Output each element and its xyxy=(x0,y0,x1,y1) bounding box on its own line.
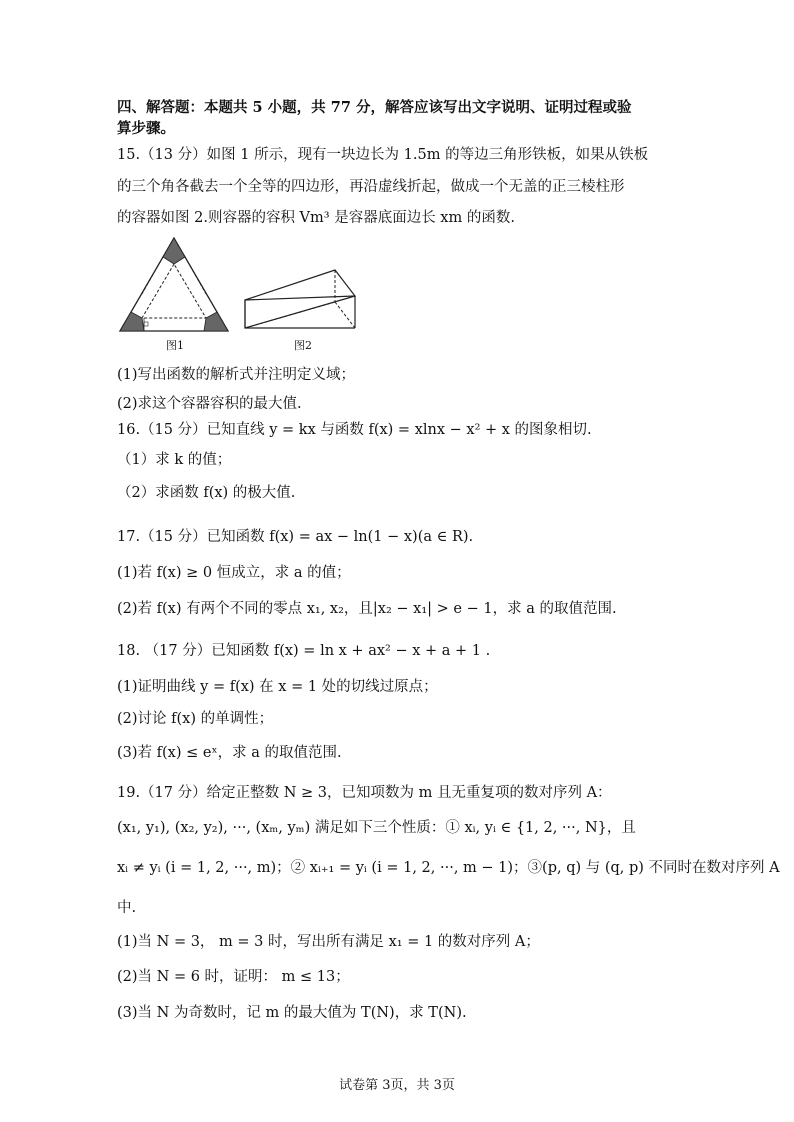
q16-stem: 16.（15 分）已知直线 y = kx 与函数 f(x) = xlnx − x² + x 的图象相切. xyxy=(117,422,592,438)
q15-stem-line1: 15.（13 分）如图 1 所示，现有一块边长为 1.5m 的等边三角形铁板，如果从铁板 xyxy=(117,147,649,163)
q19-part2: (2)当 N = 6 时，证明： m ≤ 13； xyxy=(117,969,350,985)
figure-1-caption: 图1 xyxy=(166,339,184,352)
q15-part2: (2)求这个容器容积的最大值. xyxy=(117,396,302,412)
section-header-line1: 四、解答题：本题共 5 小题，共 77 分，解答应该写出文字说明、证明过程或验 xyxy=(117,99,632,116)
q15-part1: (1)写出函数的解析式并注明定义域； xyxy=(117,367,356,383)
figure-1-triangle xyxy=(118,236,230,334)
q19-stem-line4: 中. xyxy=(117,900,137,916)
q16-part1: （1）求 k 的值； xyxy=(117,452,232,468)
q18-part2: (2)讨论 f(x) 的单调性； xyxy=(117,711,274,727)
q15-stem-line3: 的容器如图 2.则容器的容积 Vm³ 是容器底面边长 xm 的函数. xyxy=(117,210,515,226)
q19-stem-line1: 19.（17 分）给定正整数 N ≥ 3，已知项数为 m 且无重复项的数对序列 A： xyxy=(117,785,612,801)
q19-stem-line3: xᵢ ≠ yᵢ (i = 1, 2, ···, m)；② xᵢ₊₁ = yᵢ (i = 1, 2, ···, m − 1)；③(p, q) 与 (q, p) 不同时在数对序列 A xyxy=(117,860,780,876)
q17-part2: (2)若 f(x) 有两个不同的零点 x₁, x₂，且|x₂ − x₁| > e − 1，求 a 的取值范围. xyxy=(117,601,617,617)
q18-part3: (3)若 f(x) ≤ eˣ，求 a 的取值范围. xyxy=(117,745,342,761)
section-header-line2: 算步骤。 xyxy=(117,120,175,137)
q19-part1: (1)当 N = 3， m = 3 时，写出所有满足 x₁ = 1 的数对序列 A； xyxy=(117,934,540,950)
page-footer: 试卷第 3页，共 3页 xyxy=(339,1078,455,1093)
q19-part3: (3)当 N 为奇数时，记 m 的最大值为 T(N)，求 T(N). xyxy=(117,1005,467,1021)
figure-2-prism xyxy=(243,268,358,334)
q15-stem-line2: 的三个角各截去一个全等的四边形，再沿虚线折起，做成一个无盖的正三棱柱形 xyxy=(117,179,625,195)
q16-part2: （2）求函数 f(x) 的极大值. xyxy=(117,485,296,501)
figure-2-caption: 图2 xyxy=(294,339,312,352)
q17-stem: 17.（15 分）已知函数 f(x) = ax − ln(1 − x)(a ∈ R). xyxy=(117,529,474,545)
q19-stem-line2: (x₁, y₁), (x₂, y₂), ···, (xₘ, yₘ) 满足如下三个性质：① xᵢ, yᵢ ∈ {1, 2, ···, N}，且 xyxy=(117,820,636,836)
q17-part1: (1)若 f(x) ≥ 0 恒成立，求 a 的值； xyxy=(117,565,351,581)
q18-stem: 18. （17 分）已知函数 f(x) = ln x + ax² − x + a + 1 . xyxy=(117,643,491,659)
q18-part1: (1)证明曲线 y = f(x) 在 x = 1 处的切线过原点； xyxy=(117,679,438,695)
